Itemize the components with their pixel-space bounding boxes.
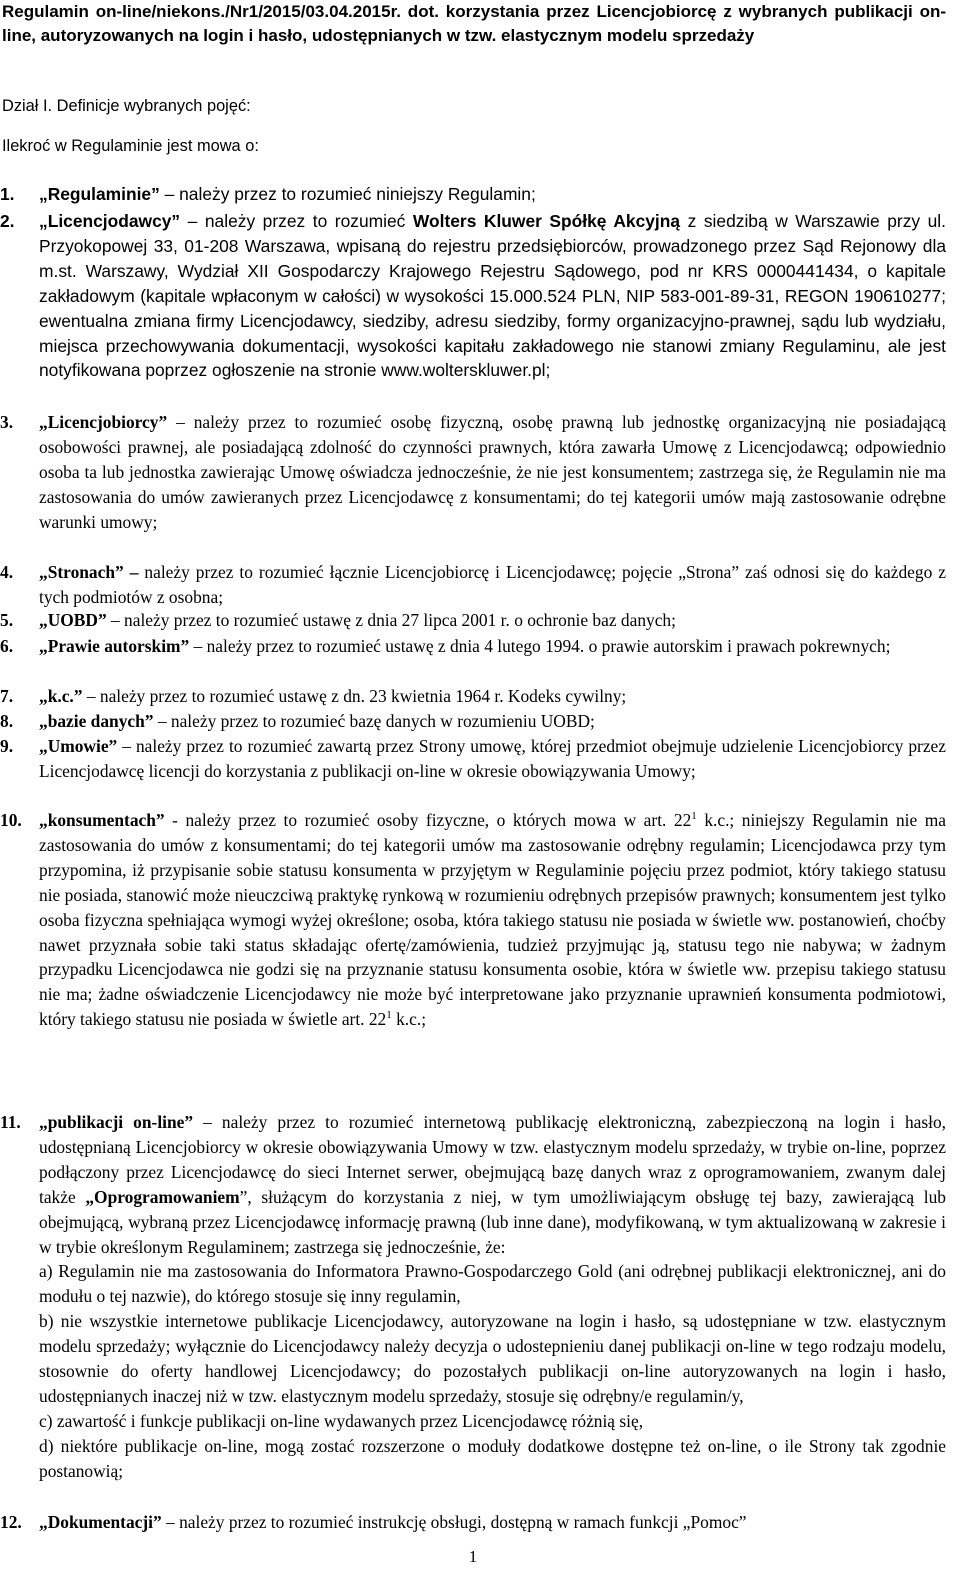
item-text: – należy przez to rozumieć instrukcję obsługi, dostępną w ramach funkcji „Pomoc” bbox=[161, 1512, 747, 1532]
item-term: „k.c.” bbox=[39, 686, 83, 706]
item-text: – należy przez to rozumieć ustawę z dnia 27 lipca 2001 r. o ochronie baz danych; bbox=[106, 610, 676, 630]
item-text: - należy przez to rozumieć osoby fizyczne, o których mowa w art. 22 bbox=[164, 810, 692, 830]
item-number: 9. bbox=[0, 736, 14, 756]
item-number: 11. bbox=[0, 1112, 21, 1132]
definition-item-12 bbox=[0, 1510, 946, 1535]
item-text: – należy przez to rozumieć niniejszy Regulamin; bbox=[159, 184, 536, 204]
item-text: – należy przez to rozumieć ustawę z dnia 4 lutego 1994. o prawie autorskim i prawach pokrewnych; bbox=[189, 636, 891, 656]
item-text: – należy przez to rozumieć internetową publikację elektroniczną, zabezpieczoną na login i hasło, udostępnianą Licencjobiorcy w okresie obowiązywania Umowy w tzw. elastycznym modelu sprzedaży, w trybie on-line, poprzez podłączony przez Licencjodawcę do sieci Internet serwer, obejmującą bazę danych wraz z oprogramowaniem, zwanym dalej także bbox=[39, 1112, 947, 1207]
definition-item-3 bbox=[0, 410, 946, 535]
sub-item-b: b) nie wszystkie internetowe publikacje Licencjodawcy, autoryzowane na login i hasło, są udostępniane w tzw. elastycznym modelu sprzedaży; wyłącznie do Licencjodawcy należy decyzja o udostepnieniu danej publikacji on-line w tego rodzaju modelu, stosownie do oferty handlowej Licencjodawcy; do pozostałych publikacji on-line autoryzowanych na login i hasło, udostępnianych inaczej niż w tzw. elastycznym modelu sprzedaży, stosuje się odrębny/e regulamin/y, bbox=[39, 1311, 946, 1406]
item-term: „publikacji on-line” bbox=[39, 1112, 194, 1132]
item-term: „Umowie” bbox=[39, 736, 118, 756]
item-number: 2. bbox=[0, 211, 15, 231]
item-text: z siedzibą w Warszawie przy ul. Przyokopowej 33, 01-208 Warszawa, wpisaną do rejestru przedsiębiorców, prowadzonego przez Sąd Rejonowy dla m.st. Warszawy, Wydział XII Gospodarczy Krajowego Rejestru Sądowego, pod nr KRS 0000441434, o kapitale zakładowym (kapitale wpłaconym w całości) w wysokości 15.000.524 PLN, NIP 583-001-89-31, REGON 190610277; ewentualna zmiana firmy Licencjodawcy, siedziby, adresu siedziby, formy organizacyjno-prawnej, sądu lub wydziału, miejsca przechowywania dokumentacji, wysokości kapitału zakładowego nie stanowi zmiany Regulaminu, ale jest notyfikowana poprzez ogłoszenie na stronie www.wolterskluwer.pl; bbox=[39, 211, 946, 381]
item-term: „Licencjodawcy” bbox=[39, 211, 181, 231]
item-number: 5. bbox=[0, 610, 14, 630]
item-number: 7. bbox=[0, 686, 14, 706]
definition-item-1 bbox=[0, 182, 946, 207]
superscript: 1 bbox=[386, 1009, 392, 1022]
document-title: Regulamin on-line/niekons./Nr1/2015/03.04.2015r. dot. korzystania przez Licencjobiorcę z wybranych publikacji on-line, autoryzowanych na login i hasło, udostępnianych w tzw. elastycznym modelu sprzedaży bbox=[2, 2, 946, 45]
item-number: 6. bbox=[0, 636, 14, 656]
page-number: 1 bbox=[468, 1547, 478, 1566]
item-text: należy przez to rozumieć łącznie Licencjobiorcę i Licencjodawcę; pojęcie „Strona” zaś odnosi się do każdego z tych podmiotów z osobna; bbox=[39, 562, 946, 607]
item-text: k.c.; bbox=[391, 1009, 427, 1030]
item-term: „Licencjobiorcy” bbox=[39, 412, 168, 432]
definition-item-9 bbox=[0, 734, 946, 784]
definition-item-10 bbox=[0, 808, 946, 1032]
item-number: 3. bbox=[0, 412, 14, 432]
section-heading: Dział I. Definicje wybranych pojęć: bbox=[2, 97, 251, 115]
item-text: k.c.; niniejszy Regulamin nie ma zastosowania do umów z konsumentami; do tej kategorii umów ma zastosowanie odrębny regulamin; Licencjodawca przy tym przypomina, iż przypisanie sobie statusu konsumenta w przyjętym w Regulaminie pojęciu przez podmiot, który takiego statusu nie posiada, stanowić może nieuczciwą praktykę rynkową w rozumieniu odrębnych przepisów prawnych; konsumentem jest tylko osoba fizyczna spełniająca wymogi wyżej określone; osoba, która takiego statusu nie posiada w świetle ww. postanowień, choćby nawet przyznała sobie taki status składając ofertę/zamówienia, tudzież przyjmując ją, statusu tego nie nabywa; w żadnym przypadku Licencjodawca nie godzi się na przyznanie statusu konsumenta osobie, która w świetle ww. przepisu takiego statusu nie ma; żadne oświadczenie Licencjodawcy nie może być interpretowane jako przyznanie uprawnień konsumenta podmiotowi, który takiego statusu nie posiada w świetle art. 22 bbox=[39, 810, 946, 1030]
item-term: „konsumentach” bbox=[39, 810, 165, 830]
item-text: – należy przez to rozumieć zawartą przez Strony umowę, której przedmiot obejmuje udzielenie Licencjobiorcy przez Licencjodawcę licencji do korzystania z publikacji on-line w okresie obowiązywania Umowy; bbox=[39, 736, 946, 781]
item-term: „UOBD” bbox=[39, 610, 107, 630]
item-term: „Prawie autorskim” bbox=[39, 636, 190, 656]
item-text: – należy przez to rozumieć ustawę z dn. 23 kwietnia 1964 r. Kodeks cywilny; bbox=[82, 686, 627, 706]
item-number: 12. bbox=[0, 1512, 22, 1532]
item-text: – należy przez to rozumieć osobę fizyczną, osobę prawną lub jednostkę organizacyjną nie posiadającą osobowości prawnej, ale posiadającą zdolność do czynności prawnych, która zawarła Umowę z Licencjodawcą; odpowiednio osoba ta lub jednostka zawierając Umowę oświadcza jednocześnie, że nie jest konsumentem; zastrzega się, że Regulamin nie ma zastosowania do umów zawieranych przez Licencjodawcę z konsumentami; do tej kategorii umów mają zastosowanie odrębne warunki umowy; bbox=[39, 412, 946, 532]
item-number: 8. bbox=[0, 711, 14, 731]
item-term: „Regulaminie” bbox=[39, 184, 160, 204]
item-term: „Oprogramowaniem bbox=[85, 1186, 240, 1207]
item-term: „Dokumentacji” bbox=[39, 1512, 162, 1532]
definition-item-11 bbox=[0, 1110, 946, 1484]
item-number: 1. bbox=[0, 184, 15, 204]
definition-item-5 bbox=[0, 608, 946, 633]
definition-item-8 bbox=[0, 709, 946, 734]
superscript: 1 bbox=[691, 810, 697, 823]
item-term: „Stronach” – bbox=[39, 562, 139, 582]
definition-item-2 bbox=[0, 209, 946, 383]
section-intro: Ilekroć w Regulaminie jest mowa o: bbox=[2, 137, 259, 155]
sub-item-a: a) Regulamin nie ma zastosowania do Informatora Prawno-Gospodarczego Gold (ani odrębnej publikacji elektronicznej, ani do modułu o tej nazwie), do którego stosuje się inny regulamin, bbox=[39, 1261, 946, 1307]
definition-item-7 bbox=[0, 684, 946, 709]
sub-item-d: d) niektóre publikacje on-line, mogą zostać rozszerzone o moduły dodatkowe dostępne też on-line, o ile Strony tak zgodnie postanowią; bbox=[39, 1435, 946, 1481]
definition-item-4 bbox=[0, 560, 946, 610]
item-text: – należy przez to rozumieć bbox=[180, 211, 413, 231]
definition-item-6 bbox=[0, 634, 946, 659]
company-name: Wolters Kluwer Spółkę Akcyjną bbox=[412, 211, 681, 231]
item-text: – należy przez to rozumieć bazę danych w rozumieniu UOBD; bbox=[153, 711, 595, 731]
item-text: ”, służącym do korzystania z niej, w tym umożliwiającym obsługę tej bazy, zawierającą lub obejmującą, wybraną przez Licencjodawcę informację prawną (lub inne dane), modyfikowaną, w tym aktualizowaną w zakresie i w trybie określonym Regulaminem; zastrzega się jednocześnie, że: bbox=[39, 1186, 947, 1257]
sub-item-c: c) zawartość i funkcje publikacji on-line wydawanych przez Licencjodawcę różnią się, bbox=[39, 1410, 644, 1431]
item-number: 10. bbox=[0, 810, 22, 830]
item-term: „bazie danych” bbox=[39, 711, 154, 731]
item-number: 4. bbox=[0, 562, 14, 582]
